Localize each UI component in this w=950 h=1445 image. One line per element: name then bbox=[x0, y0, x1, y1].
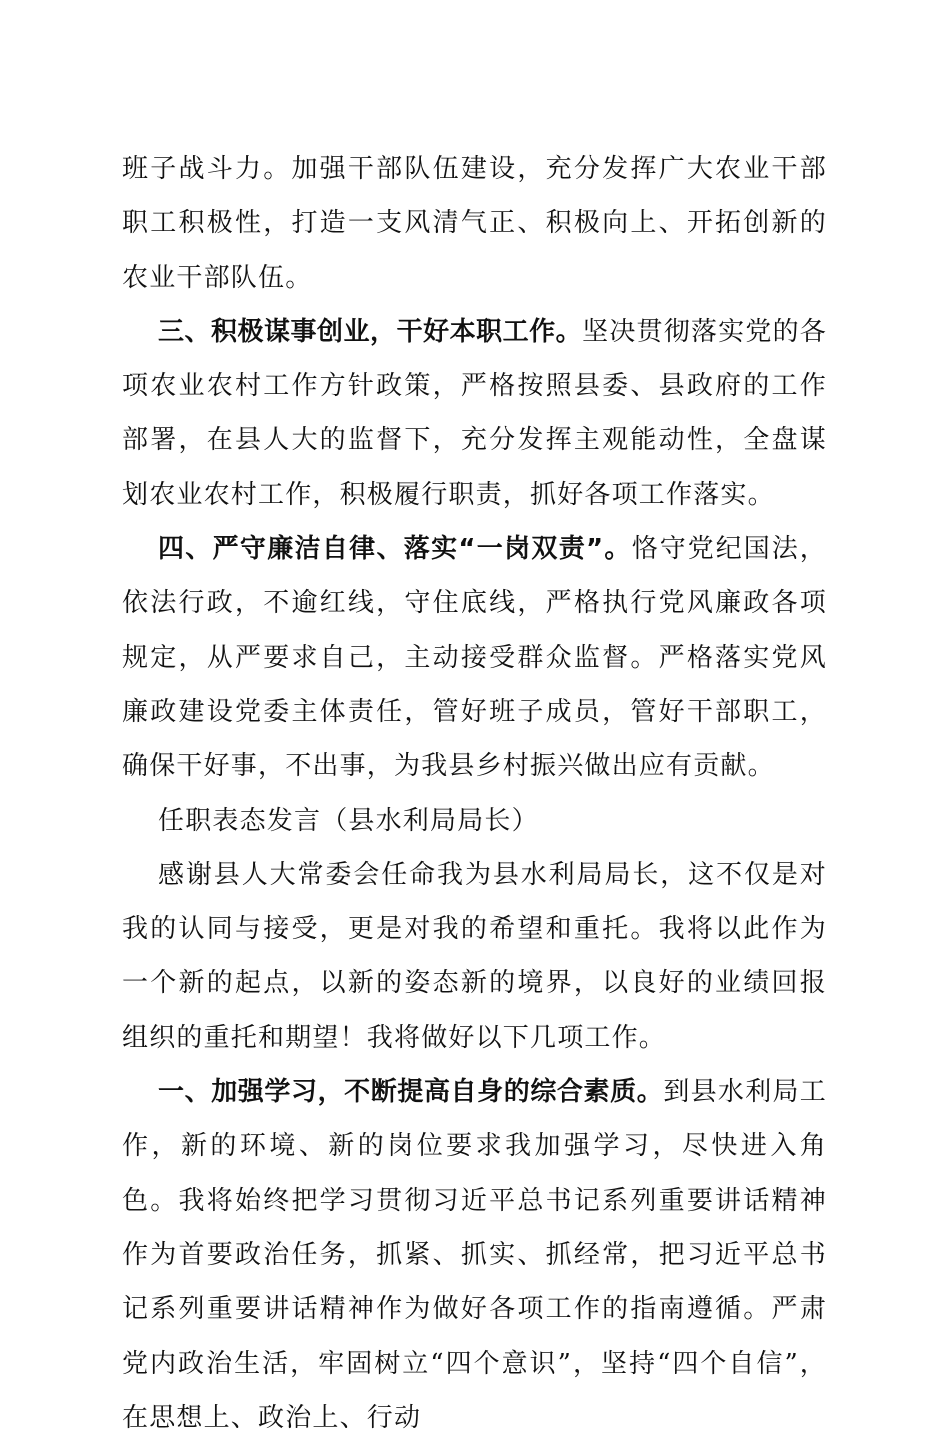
speech-title bbox=[122, 794, 827, 848]
paragraph-continuation bbox=[122, 142, 827, 305]
paragraph-text: 到县水利局工作，新的环境、新的岗位要求我加强学习，尽快进入角色。我将始终把学习贯彻习近平总书记系列重要讲话精神作为首要政治任务，抓紧、抓实、抓经常，把习近平总书记系列重要讲话精神作为做好各项工作的指南遵循。严肃党内政治生活，牢固树立“四个意识”，坚持“四个自信”，在思想上、政治上、行动 bbox=[122, 1077, 827, 1433]
section-heading: 四、严守廉洁自律、落实“一岗双责”。 bbox=[158, 534, 632, 565]
section-heading: 一、加强学习，不断提高自身的综合素质。 bbox=[158, 1077, 664, 1108]
speech-title-text: 任职表态发言（县水利局局长） bbox=[158, 805, 539, 836]
paragraph-section-three bbox=[122, 305, 827, 522]
paragraph-text: 恪守党纪国法，依法行政，不逾红线，守住底线，严格执行党风廉政各项规定，从严要求自己，主动接受群众监督。严格落实党风廉政建设党委主体责任，管好班子成员，管好干部职工，确保干好事，不出事，为我县乡村振兴做出应有贡献。 bbox=[122, 534, 827, 782]
paragraph-text: 坚决贯彻落实党的各项农业农村工作方针政策，严格按照县委、县政府的工作部署，在县人大的监督下，充分发挥主观能动性，全盘谋划农业农村工作，积极履行职责，抓好各项工作落实。 bbox=[122, 316, 827, 510]
paragraph-text: 班子战斗力。加强干部队伍建设，充分发挥广大农业干部职工积极性，打造一支风清气正、积极向上、开拓创新的农业干部队伍。 bbox=[122, 154, 827, 293]
paragraph-section-four bbox=[122, 522, 827, 793]
section-heading: 三、积极谋事创业，干好本职工作。 bbox=[158, 316, 583, 347]
paragraph-text: 感谢县人大常委会任命我为县水利局局长，这不仅是对我的认同与接受，更是对我的希望和重托。我将以此作为一个新的起点，以新的姿态新的境界，以良好的业绩回报组织的重托和期望！我将做好以下几项工作。 bbox=[122, 859, 827, 1053]
paragraph-section-one bbox=[122, 1065, 827, 1445]
document-body bbox=[122, 142, 827, 1445]
paragraph-intro bbox=[122, 848, 827, 1065]
